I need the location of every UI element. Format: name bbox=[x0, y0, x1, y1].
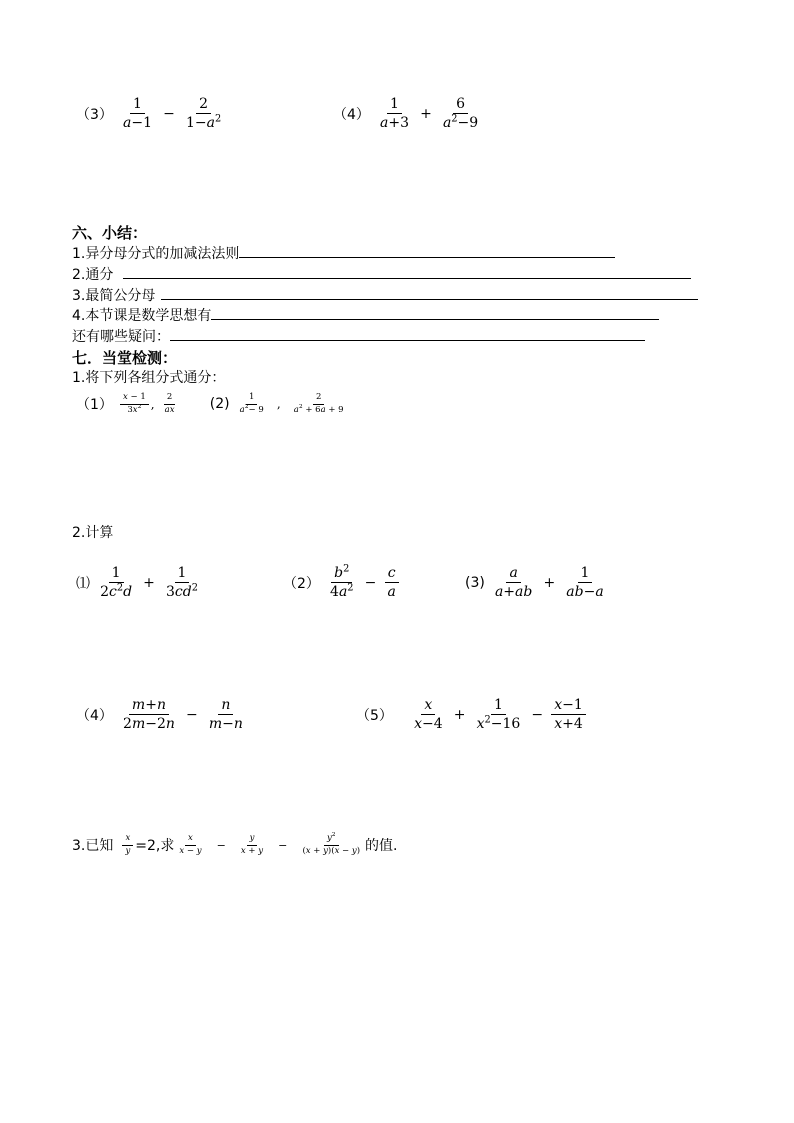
fraction: $\frac{1}{ab-a}$ bbox=[566, 565, 604, 601]
summary-item-1: 1.异分母分式的加减法法则 bbox=[72, 243, 615, 264]
fraction: $\frac{1}{a-1}$ bbox=[123, 96, 153, 132]
q2-problem-2: （2） $\frac{b^2}{4a^2}$ − $\frac{c}{a}$ bbox=[283, 565, 401, 600]
test-heading: 七．当堂检测： bbox=[72, 349, 178, 367]
fraction: $\frac{n}{m-n}$ bbox=[208, 697, 243, 733]
test-q1-problems: （1） $\frac{x - 1}{3x^2}$ , $\frac{2}{ax}$ (2) $\frac{1}{a^2- 9}$ , $\frac{2}{a^2 + 6a + 9}$ bbox=[76, 393, 349, 416]
q2-label-3: (3) bbox=[465, 574, 485, 591]
problem-3-label: （3） bbox=[76, 106, 113, 123]
test-q1-text: 1.将下列各组分式通分： bbox=[72, 370, 226, 386]
fraction: $\frac{x-1}{x+4}$ bbox=[551, 697, 586, 732]
q2-problem-5: （5） $\frac{x}{x-4}$ + $\frac{1}{x^2-16}$ − $\frac{x-1}{x+4}$ bbox=[356, 697, 588, 732]
summary-item-4: 4.本节课是数学思想有 bbox=[72, 305, 659, 326]
fraction: $\frac{6}{a^2-9}$ bbox=[442, 96, 479, 132]
fraction: $\frac{m+n}{2m-2n}$ bbox=[123, 697, 175, 733]
fraction: $\frac{1}{2c^2d}$ bbox=[100, 565, 133, 601]
fraction: $\frac{1}{a+3}$ bbox=[380, 96, 410, 132]
fraction: $\frac{b^2}{4a^2}$ bbox=[330, 563, 354, 601]
q3-prefix: 3.已知 bbox=[72, 838, 114, 855]
blank-line[interactable] bbox=[123, 264, 691, 279]
problem-4: （4） $\frac{1}{a+3}$ + $\frac{6}{a^2-9}$ bbox=[333, 96, 483, 131]
fraction: $\frac{a}{a+ab}$ bbox=[494, 565, 533, 601]
fraction: $\frac{x}{y}$ bbox=[122, 834, 133, 857]
summary-item-2: 2.通分 bbox=[72, 264, 691, 285]
fraction: $\frac{c}{a}$ bbox=[384, 565, 398, 600]
q2-label-1: ⑴ bbox=[76, 575, 90, 592]
q2-label-4: （4） bbox=[76, 707, 113, 724]
q2-problem-1: ⑴ $\frac{1}{2c^2d}$ + $\frac{1}{3cd^2}$ bbox=[76, 565, 203, 600]
fraction: $\frac{2}{a^2 + 6a + 9}$ bbox=[293, 392, 344, 415]
blank-line[interactable] bbox=[239, 243, 615, 258]
q2-problem-4: （4） $\frac{m+n}{2m-2n}$ − $\frac{n}{m-n}$ bbox=[76, 697, 248, 732]
q3-problem: 3.已知 $\frac{x}{y}$ =2,求 $\frac{x}{x - y}$ − $\frac{y}{x + y}$ − $\frac{y^2}{(x + y)(x - y)}$ 的值. bbox=[72, 831, 398, 856]
q1-label-2: (2) bbox=[209, 396, 230, 413]
fraction: $\frac{2}{1-a^2}$ bbox=[185, 96, 222, 132]
q2-problem-3: (3) $\frac{a}{a+ab}$ + $\frac{1}{ab-a}$ bbox=[465, 565, 609, 600]
summary-item-5: 还有哪些疑问： bbox=[72, 326, 645, 347]
q3-mid: =2,求 bbox=[135, 838, 175, 855]
summary-heading: 六、小结： bbox=[72, 224, 148, 242]
fraction: $\frac{1}{3cd^2}$ bbox=[165, 565, 198, 601]
blank-line[interactable] bbox=[211, 305, 659, 320]
problem-3: （3） $\frac{1}{a-1}$ − $\frac{2}{1-a^2}$ bbox=[76, 96, 226, 131]
blank-line[interactable] bbox=[170, 326, 645, 341]
q2-label-5: （5） bbox=[356, 707, 393, 724]
fraction: $\frac{1}{x^2-16}$ bbox=[476, 697, 521, 733]
test-q2-text: 2.计算 bbox=[72, 525, 114, 541]
fraction: $\frac{x}{x-4}$ bbox=[414, 697, 443, 733]
fraction: $\frac{y}{x + y}$ bbox=[240, 833, 264, 856]
q1-label-1: （1） bbox=[76, 397, 113, 414]
q3-suffix: 的值. bbox=[365, 838, 398, 855]
blank-line[interactable] bbox=[161, 285, 698, 300]
fraction: $\frac{2}{ax}$ bbox=[164, 392, 175, 415]
fraction: $\frac{y^2}{(x + y)(x - y)}$ bbox=[302, 831, 361, 856]
fraction: $\frac{x - 1}{3x^2}$ bbox=[120, 393, 149, 416]
fraction: $\frac{1}{a^2- 9}$ bbox=[239, 392, 264, 415]
summary-item-3: 3.最简公分母 bbox=[72, 285, 698, 306]
fraction: $\frac{x}{x - y}$ bbox=[179, 833, 202, 856]
q2-label-2: （2） bbox=[283, 575, 320, 592]
problem-4-label: （4） bbox=[333, 106, 370, 123]
